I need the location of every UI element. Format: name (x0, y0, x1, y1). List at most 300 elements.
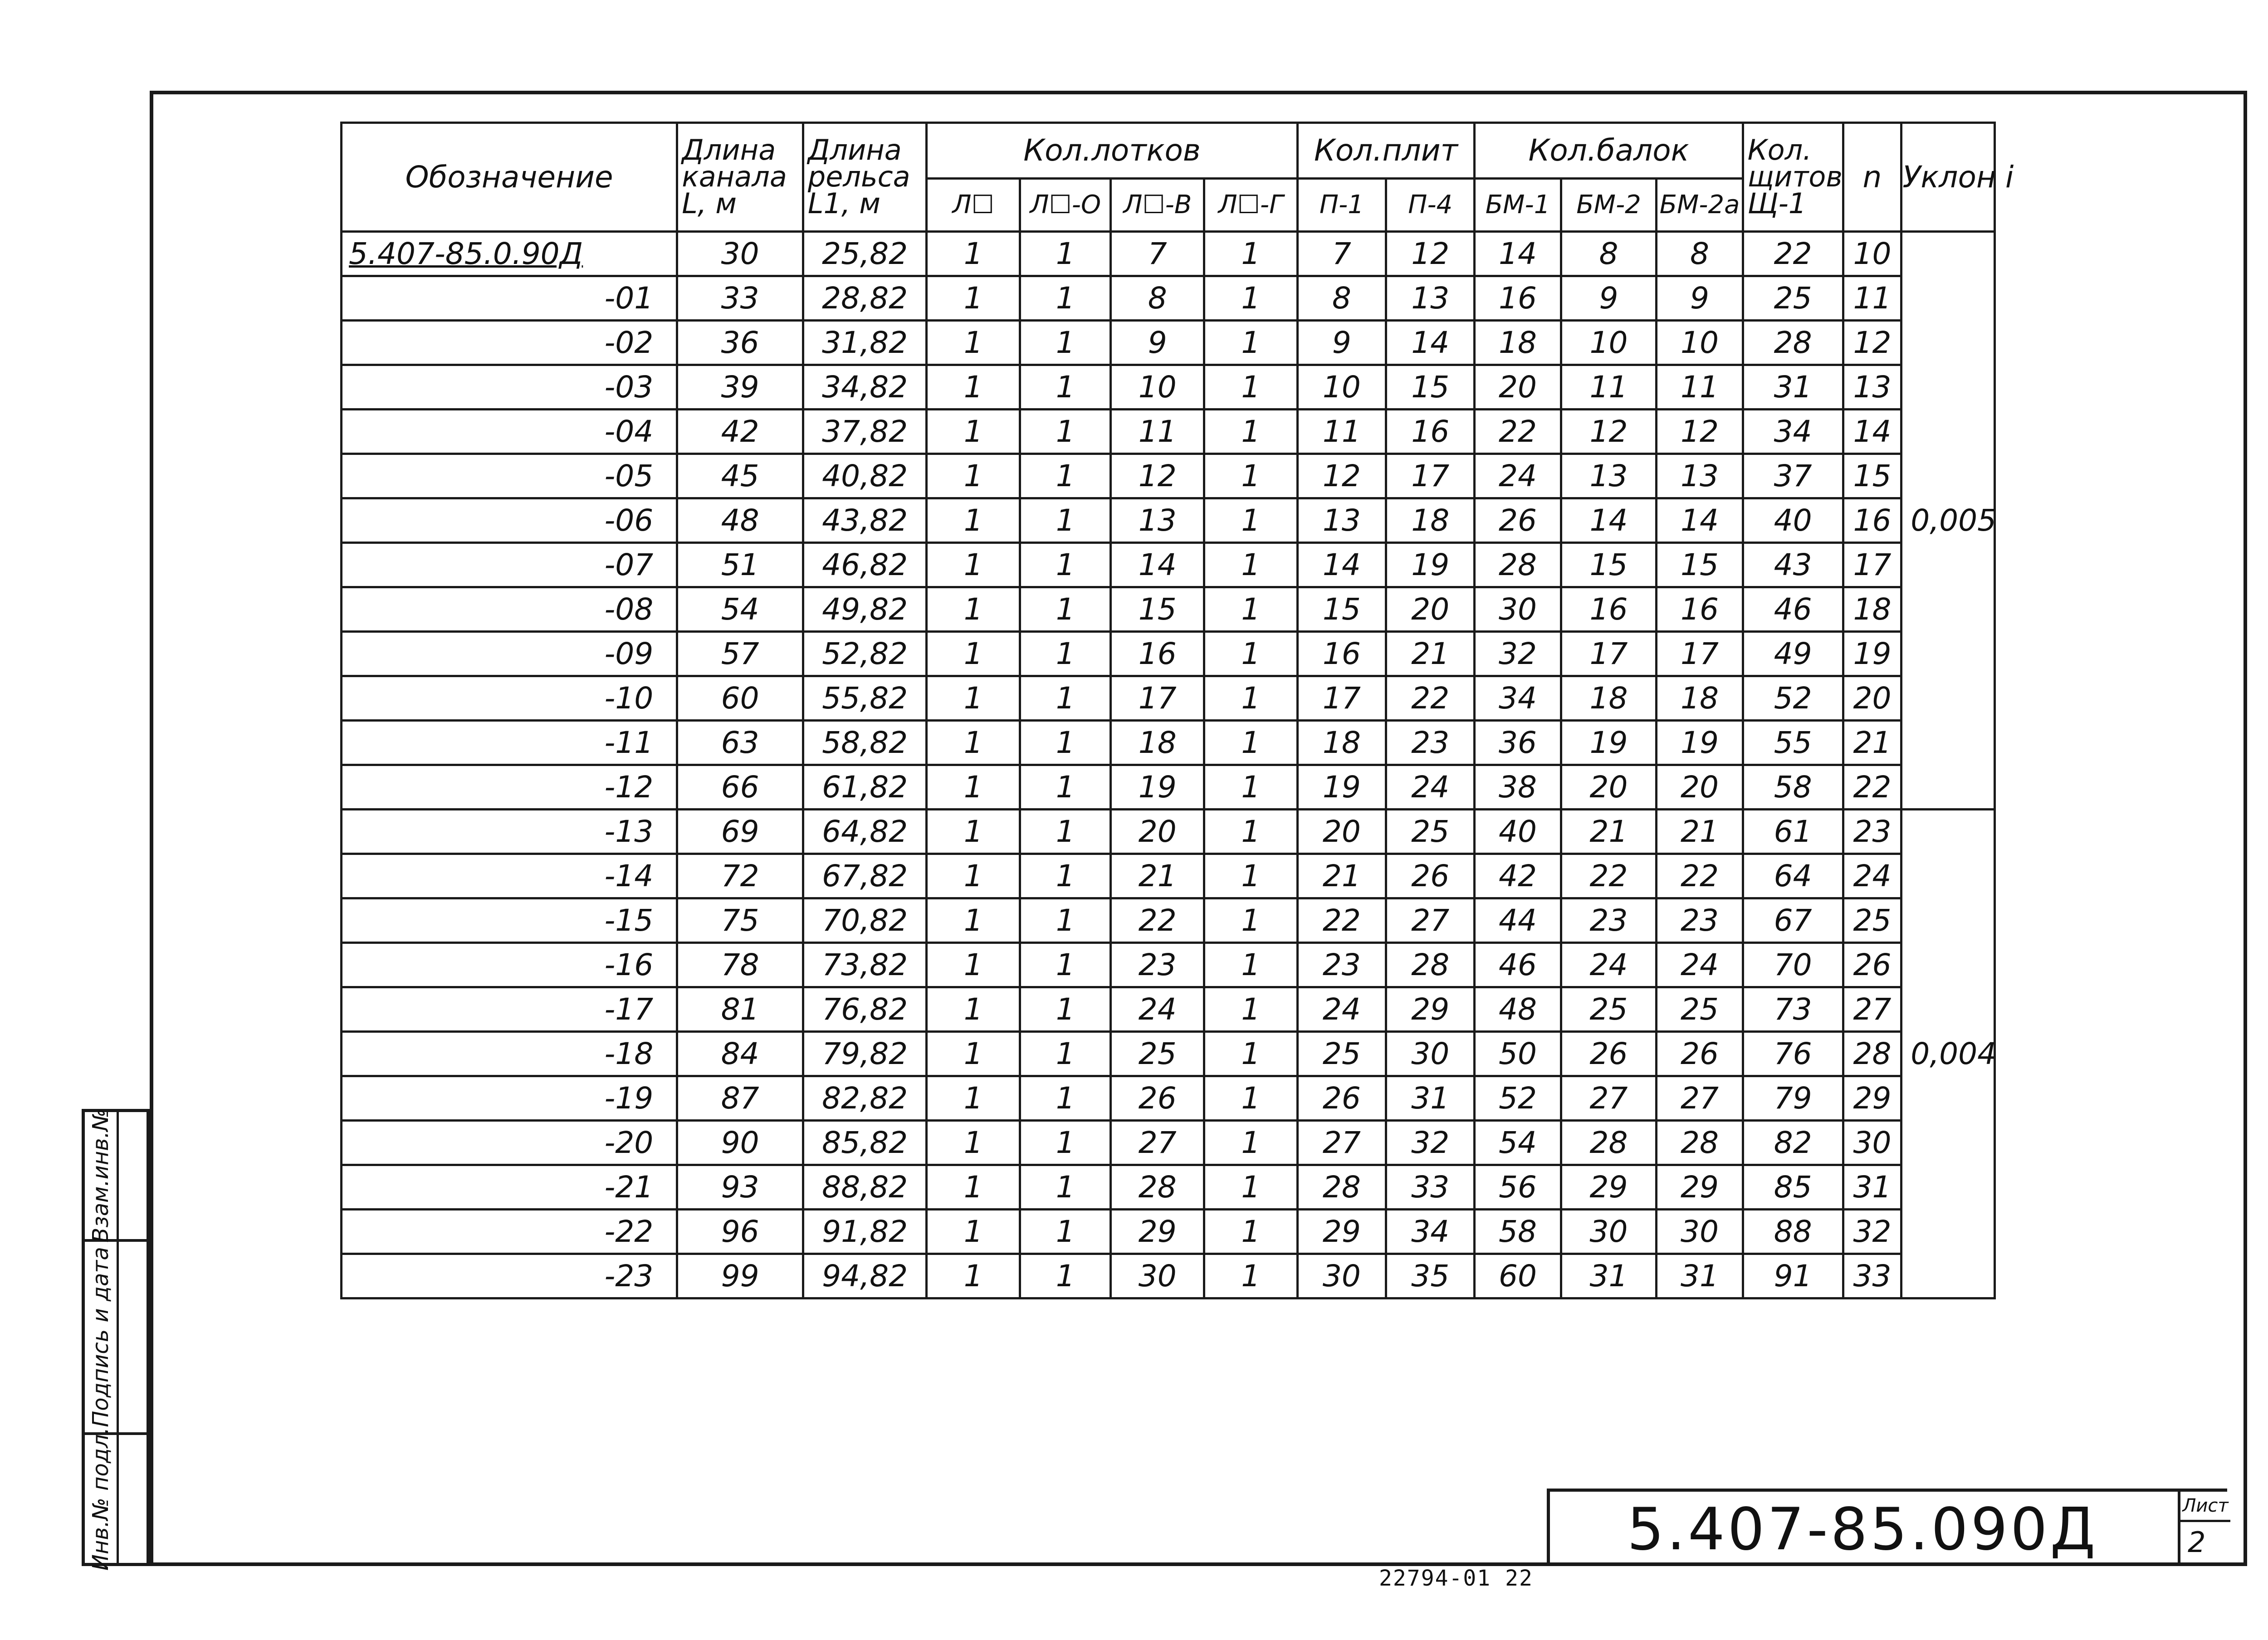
cell-n-value: 16 (1843, 498, 1901, 543)
cell-shields: 64 (1743, 854, 1843, 898)
table-row (342, 410, 1995, 454)
cell-tray-lv: 17 (1111, 676, 1204, 721)
cell-tray-l: 1 (927, 321, 1020, 365)
cell-tray-l: 1 (927, 1076, 1020, 1121)
cell-tray-l: 1 (927, 1254, 1020, 1298)
cell-tray-l: 1 (927, 1165, 1020, 1210)
cell-tray-lv: 9 (1111, 321, 1204, 365)
cell-tray-lv: 14 (1111, 543, 1204, 587)
cell-tray-lg: 1 (1204, 721, 1298, 765)
cell-tray-lo: 1 (1020, 1121, 1111, 1165)
cell-beam-bm1: 18 (1475, 321, 1561, 365)
cell-channel-length: 93 (677, 1165, 803, 1210)
cell-tray-lv: 28 (1111, 1165, 1204, 1210)
cell-beam-bm1: 48 (1475, 987, 1561, 1032)
cell-tray-lg: 1 (1204, 410, 1298, 454)
cell-beam-bm2: 21 (1561, 810, 1657, 854)
cell-channel-length: 48 (677, 498, 803, 543)
cell-tray-lv: 26 (1111, 1076, 1204, 1121)
cell-rail-length: 46,82 (803, 543, 926, 587)
cell-channel-length: 63 (677, 721, 803, 765)
cell-tray-lo: 1 (1020, 987, 1111, 1032)
cell-beam-bm1: 46 (1475, 943, 1561, 987)
table-row (342, 1121, 1995, 1165)
cell-shields: 61 (1743, 810, 1843, 854)
cell-n-value: 12 (1843, 321, 1901, 365)
cell-n-value: 32 (1843, 1210, 1901, 1254)
cell-beam-bm1: 38 (1475, 765, 1561, 810)
cell-designation: -02 (342, 321, 677, 365)
cell-beam-bm2a: 8 (1657, 232, 1743, 276)
cell-tray-lo: 1 (1020, 721, 1111, 765)
cell-n-value: 28 (1843, 1032, 1901, 1076)
cell-slab-p1: 26 (1297, 1076, 1386, 1121)
cell-slab-p1: 12 (1297, 454, 1386, 498)
cell-slab-p4: 25 (1386, 810, 1475, 854)
cell-beam-bm2a: 25 (1657, 987, 1743, 1032)
cell-rail-length: 73,82 (803, 943, 926, 987)
cell-beam-bm2a: 28 (1657, 1121, 1743, 1165)
cell-tray-lg: 1 (1204, 676, 1298, 721)
cell-beam-bm2: 31 (1561, 1254, 1657, 1298)
header-tray-lg: Л☐-Г (1204, 179, 1298, 232)
cell-channel-length: 36 (677, 321, 803, 365)
cell-slab-p4: 24 (1386, 765, 1475, 810)
cell-slab-p4: 16 (1386, 410, 1475, 454)
cell-channel-length: 51 (677, 543, 803, 587)
table-body (342, 232, 1995, 1298)
cell-rail-length: 82,82 (803, 1076, 926, 1121)
cell-tray-lo: 1 (1020, 810, 1111, 854)
cell-channel-length: 75 (677, 898, 803, 943)
cell-tray-lv: 10 (1111, 365, 1204, 410)
cell-tray-lg: 1 (1204, 498, 1298, 543)
cell-tray-lg: 1 (1204, 232, 1298, 276)
header-channel-length: Длина канала L, м (677, 123, 803, 232)
cell-slab-p4: 20 (1386, 587, 1475, 632)
cell-tray-lg: 1 (1204, 1076, 1298, 1121)
table-row (342, 854, 1995, 898)
cell-tray-lv: 24 (1111, 987, 1204, 1032)
header-slabs-group: Кол.плит (1297, 123, 1475, 179)
cell-tray-lo: 1 (1020, 765, 1111, 810)
cell-rail-length: 25,82 (803, 232, 926, 276)
cell-tray-lg: 1 (1204, 543, 1298, 587)
header-slab-p1: П-1 (1297, 179, 1386, 232)
archive-number: 22794-01 22 (1379, 1566, 1533, 1591)
cell-rail-length: 85,82 (803, 1121, 926, 1165)
cell-designation: -22 (342, 1210, 677, 1254)
cell-tray-l: 1 (927, 543, 1020, 587)
cell-beam-bm1: 16 (1475, 276, 1561, 321)
cell-shields: 82 (1743, 1121, 1843, 1165)
cell-beam-bm2a: 12 (1657, 410, 1743, 454)
cell-tray-lg: 1 (1204, 1165, 1298, 1210)
cell-tray-l: 1 (927, 987, 1020, 1032)
cell-tray-l: 1 (927, 365, 1020, 410)
cell-shields: 46 (1743, 587, 1843, 632)
cell-rail-length: 58,82 (803, 721, 926, 765)
cell-tray-lg: 1 (1204, 987, 1298, 1032)
header-tray-lo: Л☐-О (1020, 179, 1111, 232)
cell-slab-p1: 21 (1297, 854, 1386, 898)
cell-tray-lg: 1 (1204, 1254, 1298, 1298)
specification-table (340, 122, 2014, 1299)
cell-beam-bm2: 16 (1561, 587, 1657, 632)
cell-tray-l: 1 (927, 721, 1020, 765)
cell-shields: 79 (1743, 1076, 1843, 1121)
cell-tray-lv: 16 (1111, 632, 1204, 676)
cell-slab-p4: 12 (1386, 232, 1475, 276)
header-tray-lv: Л☐-В (1111, 179, 1204, 232)
cell-tray-lv: 29 (1111, 1210, 1204, 1254)
cell-tray-lg: 1 (1204, 810, 1298, 854)
cell-shields: 52 (1743, 676, 1843, 721)
cell-beam-bm2: 28 (1561, 1121, 1657, 1165)
cell-tray-lg: 1 (1204, 1032, 1298, 1076)
cell-designation: 5.407-85.0.90Д (342, 232, 677, 276)
cell-beam-bm2: 20 (1561, 765, 1657, 810)
cell-channel-length: 96 (677, 1210, 803, 1254)
cell-designation: -06 (342, 498, 677, 543)
cell-slab-p4: 28 (1386, 943, 1475, 987)
cell-designation: -17 (342, 987, 677, 1032)
cell-beam-bm1: 42 (1475, 854, 1561, 898)
cell-beam-bm2a: 15 (1657, 543, 1743, 587)
title-block (1547, 1489, 2227, 1566)
cell-slab-p4: 31 (1386, 1076, 1475, 1121)
cell-beam-bm1: 40 (1475, 810, 1561, 854)
cell-n-value: 20 (1843, 676, 1901, 721)
header-designation: Обозначение (342, 123, 677, 232)
cell-beam-bm2: 17 (1561, 632, 1657, 676)
cell-tray-l: 1 (927, 276, 1020, 321)
cell-tray-lv: 27 (1111, 1121, 1204, 1165)
cell-shields: 37 (1743, 454, 1843, 498)
cell-tray-l: 1 (927, 498, 1020, 543)
cell-rail-length: 79,82 (803, 1032, 926, 1076)
cell-beam-bm1: 52 (1475, 1076, 1561, 1121)
cell-tray-lo: 1 (1020, 898, 1111, 943)
cell-rail-length: 76,82 (803, 987, 926, 1032)
cell-tray-lv: 19 (1111, 765, 1204, 810)
cell-shields: 25 (1743, 276, 1843, 321)
header-beam-bm1: БМ-1 (1475, 179, 1561, 232)
cell-tray-lv: 18 (1111, 721, 1204, 765)
cell-rail-length: 28,82 (803, 276, 926, 321)
cell-shields: 76 (1743, 1032, 1843, 1076)
header-slab-p4: П-4 (1386, 179, 1475, 232)
cell-tray-lv: 13 (1111, 498, 1204, 543)
cell-tray-lo: 1 (1020, 1076, 1111, 1121)
cell-beam-bm1: 24 (1475, 454, 1561, 498)
cell-rail-length: 67,82 (803, 854, 926, 898)
cell-shields: 67 (1743, 898, 1843, 943)
cell-beam-bm2a: 16 (1657, 587, 1743, 632)
cell-tray-l: 1 (927, 1121, 1020, 1165)
cell-slab-p1: 19 (1297, 765, 1386, 810)
cell-shields: 49 (1743, 632, 1843, 676)
cell-slab-p4: 27 (1386, 898, 1475, 943)
cell-tray-lg: 1 (1204, 321, 1298, 365)
cell-tray-lv: 23 (1111, 943, 1204, 987)
cell-tray-lo: 1 (1020, 543, 1111, 587)
cell-beam-bm2: 23 (1561, 898, 1657, 943)
cell-slab-p1: 27 (1297, 1121, 1386, 1165)
cell-channel-length: 45 (677, 454, 803, 498)
cell-slab-p1: 15 (1297, 587, 1386, 632)
cell-tray-l: 1 (927, 632, 1020, 676)
table-row (342, 676, 1995, 721)
cell-rail-length: 34,82 (803, 365, 926, 410)
cell-slab-p1: 22 (1297, 898, 1386, 943)
cell-beam-bm2: 24 (1561, 943, 1657, 987)
cell-tray-lo: 1 (1020, 587, 1111, 632)
cell-beam-bm2: 27 (1561, 1076, 1657, 1121)
sheet-number: 2 (2188, 1526, 2206, 1559)
header-shields: Кол. щитов Щ-1 (1743, 123, 1843, 232)
cell-beam-bm2a: 26 (1657, 1032, 1743, 1076)
cell-designation: -07 (342, 543, 677, 587)
cell-slab-p1: 16 (1297, 632, 1386, 676)
cell-tray-lo: 1 (1020, 321, 1111, 365)
table-row (342, 321, 1995, 365)
cell-designation: -21 (342, 1165, 677, 1210)
cell-n-value: 22 (1843, 765, 1901, 810)
cell-slab-p4: 14 (1386, 321, 1475, 365)
cell-beam-bm2: 13 (1561, 454, 1657, 498)
cell-slab-p1: 30 (1297, 1254, 1386, 1298)
table-row (342, 276, 1995, 321)
cell-n-value: 19 (1843, 632, 1901, 676)
cell-channel-length: 60 (677, 676, 803, 721)
cell-beam-bm1: 28 (1475, 543, 1561, 587)
cell-shields: 73 (1743, 987, 1843, 1032)
cell-beam-bm2a: 23 (1657, 898, 1743, 943)
cell-tray-lo: 1 (1020, 1032, 1111, 1076)
cell-n-value: 21 (1843, 721, 1901, 765)
cell-slab-p1: 23 (1297, 943, 1386, 987)
sheet-number-box (2178, 1492, 2230, 1566)
cell-slab-p4: 30 (1386, 1032, 1475, 1076)
cell-n-value: 25 (1843, 898, 1901, 943)
cell-designation: -11 (342, 721, 677, 765)
cell-channel-length: 81 (677, 987, 803, 1032)
cell-tray-lg: 1 (1204, 632, 1298, 676)
cell-channel-length: 90 (677, 1121, 803, 1165)
cell-designation: -18 (342, 1032, 677, 1076)
header-n: n (1843, 123, 1901, 232)
cell-shields: 31 (1743, 365, 1843, 410)
cell-slab-p4: 34 (1386, 1210, 1475, 1254)
cell-beam-bm2: 29 (1561, 1165, 1657, 1210)
cell-slab-p4: 32 (1386, 1121, 1475, 1165)
cell-n-value: 33 (1843, 1254, 1901, 1298)
cell-n-value: 24 (1843, 854, 1901, 898)
cell-shields: 28 (1743, 321, 1843, 365)
cell-slab-p1: 9 (1297, 321, 1386, 365)
cell-beam-bm2: 12 (1561, 410, 1657, 454)
table-row (342, 943, 1995, 987)
cell-designation: -23 (342, 1254, 677, 1298)
cell-slab-p1: 8 (1297, 276, 1386, 321)
cell-designation: -08 (342, 587, 677, 632)
cell-slab-p1: 20 (1297, 810, 1386, 854)
cell-tray-l: 1 (927, 765, 1020, 810)
cell-tray-lv: 12 (1111, 454, 1204, 498)
cell-beam-bm2: 8 (1561, 232, 1657, 276)
cell-beam-bm2: 10 (1561, 321, 1657, 365)
cell-beam-bm1: 36 (1475, 721, 1561, 765)
cell-channel-length: 57 (677, 632, 803, 676)
cell-beam-bm1: 32 (1475, 632, 1561, 676)
cell-tray-l: 1 (927, 232, 1020, 276)
cell-designation: -01 (342, 276, 677, 321)
table-row (342, 1254, 1995, 1298)
cell-slab-p4: 19 (1386, 543, 1475, 587)
cell-tray-lv: 11 (1111, 410, 1204, 454)
cell-slab-p4: 22 (1386, 676, 1475, 721)
cell-n-value: 14 (1843, 410, 1901, 454)
cell-tray-l: 1 (927, 1032, 1020, 1076)
cell-tray-lg: 1 (1204, 454, 1298, 498)
cell-slope: 0,004 (1901, 810, 1995, 1298)
cell-slab-p1: 14 (1297, 543, 1386, 587)
header-slope: Уклон i (1901, 123, 1995, 232)
cell-slab-p4: 23 (1386, 721, 1475, 765)
cell-beam-bm1: 44 (1475, 898, 1561, 943)
table-row (342, 632, 1995, 676)
cell-tray-lg: 1 (1204, 765, 1298, 810)
stamp-original-inv (85, 1427, 147, 1571)
cell-channel-length: 99 (677, 1254, 803, 1298)
cell-tray-lg: 1 (1204, 276, 1298, 321)
cell-tray-l: 1 (927, 454, 1020, 498)
cell-beam-bm2a: 20 (1657, 765, 1743, 810)
document-code: 5.407-85.090Д (1627, 1496, 2098, 1563)
cell-designation: -10 (342, 676, 677, 721)
cell-tray-lv: 8 (1111, 276, 1204, 321)
cell-n-value: 23 (1843, 810, 1901, 854)
stamp-label: Инв.№ подл. (88, 1427, 113, 1571)
cell-slab-p1: 7 (1297, 232, 1386, 276)
cell-beam-bm1: 54 (1475, 1121, 1561, 1165)
cell-tray-l: 1 (927, 676, 1020, 721)
header-beam-bm2a: БМ-2а (1657, 179, 1743, 232)
cell-beam-bm2a: 29 (1657, 1165, 1743, 1210)
table-row (342, 365, 1995, 410)
table-row (342, 454, 1995, 498)
cell-beam-bm2: 9 (1561, 276, 1657, 321)
cell-beam-bm2a: 19 (1657, 721, 1743, 765)
cell-designation: -19 (342, 1076, 677, 1121)
table-row (342, 765, 1995, 810)
header-beam-bm2: БМ-2 (1561, 179, 1657, 232)
cell-rail-length: 88,82 (803, 1165, 926, 1210)
cell-tray-lv: 25 (1111, 1032, 1204, 1076)
cell-designation: -13 (342, 810, 677, 854)
cell-designation: -14 (342, 854, 677, 898)
cell-designation: -20 (342, 1121, 677, 1165)
cell-shields: 43 (1743, 543, 1843, 587)
table-row (342, 898, 1995, 943)
cell-beam-bm2a: 21 (1657, 810, 1743, 854)
cell-shields: 85 (1743, 1165, 1843, 1210)
table-row (342, 987, 1995, 1032)
cell-tray-lg: 1 (1204, 365, 1298, 410)
cell-beam-bm2: 22 (1561, 854, 1657, 898)
cell-slab-p4: 13 (1386, 276, 1475, 321)
cell-n-value: 26 (1843, 943, 1901, 987)
cell-slab-p4: 21 (1386, 632, 1475, 676)
cell-beam-bm1: 14 (1475, 232, 1561, 276)
cell-beam-bm1: 34 (1475, 676, 1561, 721)
stamp-signature-date (85, 1242, 147, 1435)
cell-tray-lo: 1 (1020, 943, 1111, 987)
cell-n-value: 31 (1843, 1165, 1901, 1210)
table-row (342, 498, 1995, 543)
cell-slab-p1: 24 (1297, 987, 1386, 1032)
cell-slab-p4: 17 (1386, 454, 1475, 498)
cell-rail-length: 37,82 (803, 410, 926, 454)
cell-tray-lv: 22 (1111, 898, 1204, 943)
table-row (342, 1032, 1995, 1076)
cell-channel-length: 54 (677, 587, 803, 632)
cell-slab-p4: 33 (1386, 1165, 1475, 1210)
cell-beam-bm2a: 10 (1657, 321, 1743, 365)
cell-designation: -09 (342, 632, 677, 676)
cell-tray-lg: 1 (1204, 587, 1298, 632)
cell-tray-lg: 1 (1204, 898, 1298, 943)
cell-tray-l: 1 (927, 1210, 1020, 1254)
cell-beam-bm1: 56 (1475, 1165, 1561, 1210)
cell-tray-lv: 7 (1111, 232, 1204, 276)
cell-shields: 34 (1743, 410, 1843, 454)
cell-designation: -15 (342, 898, 677, 943)
cell-beam-bm1: 22 (1475, 410, 1561, 454)
cell-tray-lo: 1 (1020, 365, 1111, 410)
cell-n-value: 29 (1843, 1076, 1901, 1121)
cell-tray-lo: 1 (1020, 276, 1111, 321)
cell-beam-bm2a: 13 (1657, 454, 1743, 498)
cell-rail-length: 40,82 (803, 454, 926, 498)
sheet-label: Лист (2180, 1492, 2230, 1522)
cell-slab-p4: 26 (1386, 854, 1475, 898)
cell-shields: 55 (1743, 721, 1843, 765)
cell-n-value: 11 (1843, 276, 1901, 321)
cell-slab-p1: 28 (1297, 1165, 1386, 1210)
cell-tray-l: 1 (927, 943, 1020, 987)
cell-slab-p4: 35 (1386, 1254, 1475, 1298)
cell-channel-length: 84 (677, 1032, 803, 1076)
cell-beam-bm1: 50 (1475, 1032, 1561, 1076)
cell-n-value: 13 (1843, 365, 1901, 410)
cell-beam-bm2a: 11 (1657, 365, 1743, 410)
table-row (342, 232, 1995, 276)
cell-beam-bm2a: 17 (1657, 632, 1743, 676)
cell-beam-bm2: 15 (1561, 543, 1657, 587)
table-row (342, 1210, 1995, 1254)
table-row (342, 587, 1995, 632)
cell-beam-bm2a: 14 (1657, 498, 1743, 543)
cell-channel-length: 72 (677, 854, 803, 898)
table-row (342, 810, 1995, 854)
cell-tray-lo: 1 (1020, 1254, 1111, 1298)
cell-beam-bm2a: 30 (1657, 1210, 1743, 1254)
cell-designation: -04 (342, 410, 677, 454)
cell-tray-lv: 30 (1111, 1254, 1204, 1298)
table-row (342, 543, 1995, 587)
